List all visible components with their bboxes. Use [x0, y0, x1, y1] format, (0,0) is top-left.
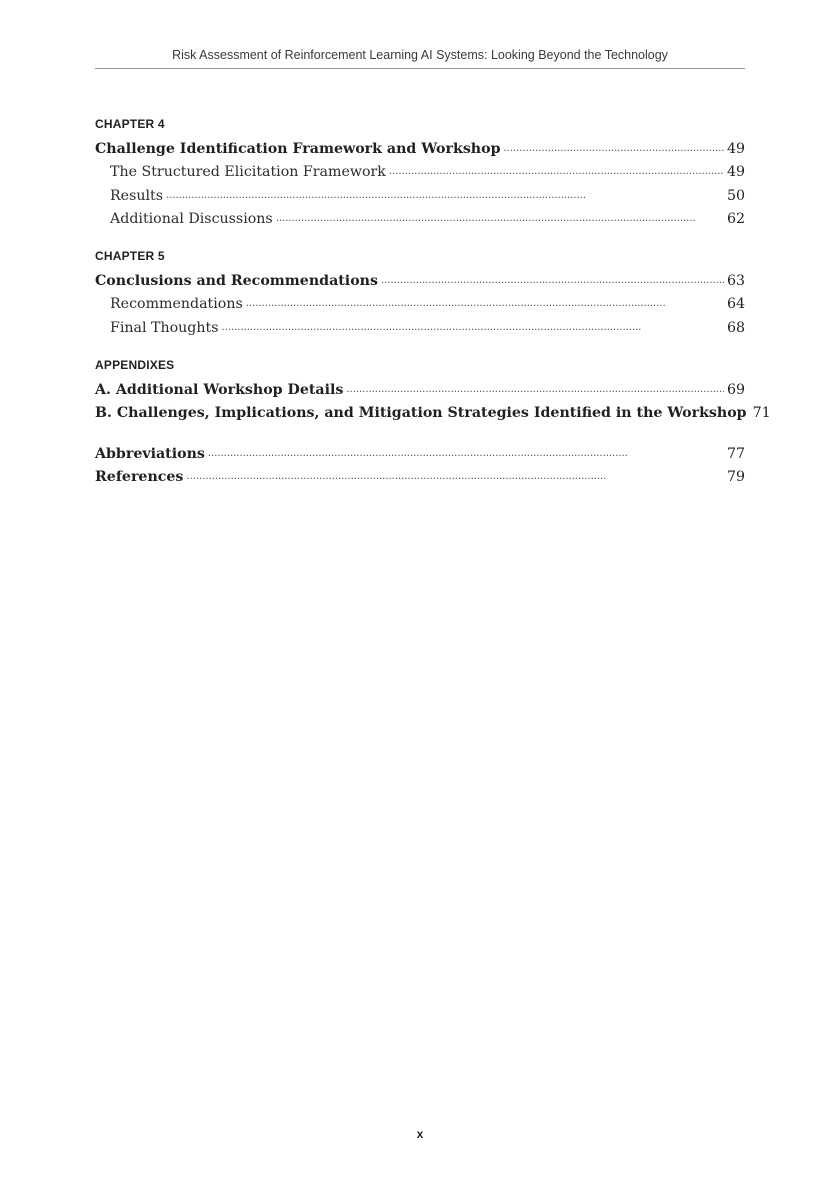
toc-entry[interactable]: [95, 270, 745, 293]
toc-entry-page: 71: [752, 405, 771, 422]
dot-leader: [276, 210, 724, 224]
page-number: x: [416, 1127, 424, 1141]
toc-entry-title: The Structured Elicitation Framework: [110, 164, 386, 181]
dot-leader: [346, 381, 724, 395]
dot-leader: [504, 140, 724, 154]
toc-entry[interactable]: [95, 138, 745, 161]
toc-entry[interactable]: [95, 443, 745, 466]
toc-entry-title: Recommendations: [110, 296, 243, 313]
toc-entry-page: 77: [726, 445, 745, 462]
dot-leader: [381, 272, 724, 286]
toc-section-chapter-5: [95, 248, 745, 340]
toc-entry-page: 49: [726, 141, 745, 157]
toc-entry-title: References: [95, 468, 184, 485]
dot-leader: [389, 163, 724, 177]
toc-entry[interactable]: [95, 466, 745, 489]
toc-entry-title: Additional Discussions: [110, 210, 273, 227]
toc-entry-title: Conclusions and Recommendations: [95, 273, 378, 290]
toc-entry[interactable]: [95, 402, 771, 425]
toc-entry-title: A. Additional Workshop Details: [95, 382, 344, 399]
section-label: CHAPTER 4: [95, 117, 165, 131]
toc-entry[interactable]: [95, 293, 745, 316]
dot-leader: [166, 187, 724, 201]
toc-entry-page: 50: [726, 187, 745, 204]
toc-section-back-matter: [95, 443, 745, 490]
toc-entry-page: 68: [726, 319, 745, 336]
section-label: CHAPTER 5: [95, 249, 165, 264]
toc-entry-page: 64: [726, 296, 745, 313]
toc-section-chapter-4: [95, 116, 745, 231]
toc-entry[interactable]: [95, 161, 745, 184]
section-label: APPENDIXES: [95, 358, 175, 373]
toc-entry-page: 63: [726, 273, 745, 290]
toc-entry-page: 62: [726, 210, 745, 227]
toc-entry-page: 69: [726, 382, 745, 399]
toc-entry-title: Abbreviations: [95, 445, 205, 462]
toc-entry[interactable]: [95, 185, 745, 208]
toc-entry-title: Final Thoughts: [110, 319, 219, 336]
dot-leader: [246, 295, 724, 309]
dot-leader: [222, 319, 724, 333]
toc-entry[interactable]: [95, 317, 745, 340]
toc-entry[interactable]: [95, 208, 745, 231]
running-header: Risk Assessment of Reinforcement Learning AI Systems: Looking Beyond the Technology: [172, 48, 668, 62]
toc-entry[interactable]: [95, 379, 745, 402]
toc-entry-page: 79: [726, 468, 745, 485]
table-of-contents: [95, 116, 771, 506]
dot-leader: [208, 445, 724, 459]
toc-entry-title: B. Challenges, Implications, and Mitigation Strategies Identified in the Workshop: [95, 405, 747, 422]
header-rule: [95, 68, 745, 69]
dot-leader: [186, 468, 724, 482]
toc-entry-title: Results: [110, 187, 164, 204]
toc-section-appendixes: [95, 357, 771, 426]
toc-entry-title: Challenge Identification Framework and Workshop: [95, 141, 501, 157]
toc-entry-page: 49: [726, 164, 745, 181]
